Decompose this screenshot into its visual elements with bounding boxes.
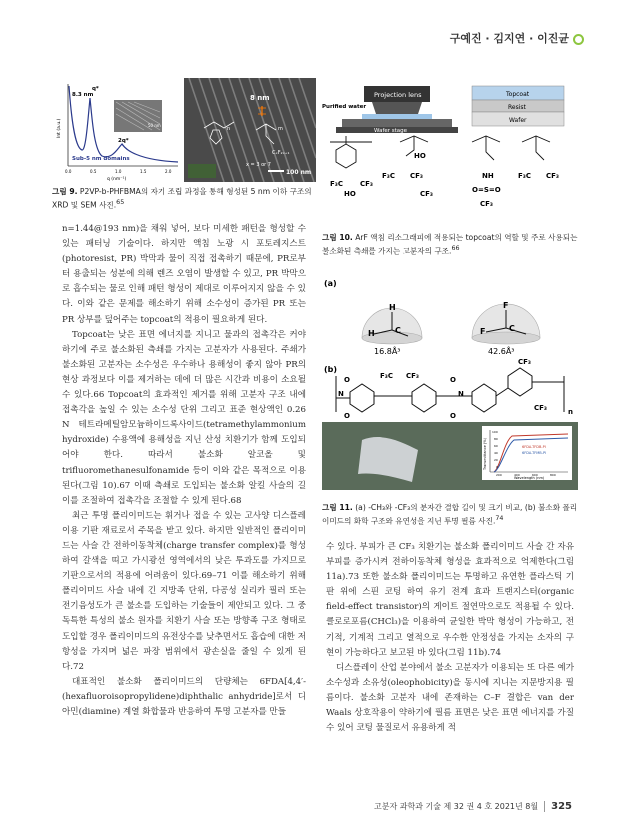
trans-xtick-2: 600 [532,473,538,477]
chem-label-7: F₃C [518,172,531,180]
chem-label-0: F₃C [330,180,343,188]
trans-xtick-0: 200 [496,473,502,477]
left-paragraph-1: n=1.44@193 nm)을 채워 넣어, 보다 미세한 패턴을 형성할 수 있는 패터닝 기술이다. 하지만 액침 노광 시 포토레지스트(photoresist, PR) 박막과 물이 직접 접촉하기 때문에, PR로부터 용출되는 성분에 의해 렌즈 오염이 발생할 수 있고, PR 박막으로 흡수되는 물로 인해 패턴 형성이 제대로 이루어지지 않을 수 있다. 이와 같은 문제를 해소하기 위해 소수성이 증가된 PR 또는 PR 상부를 덮어주는 topcoat의 적용이 필요하게 된다. [62,224,306,325]
fig11-label-b: (b) [324,365,338,374]
inset-scale-label: 50 nm [148,123,161,128]
trans-legend-0: 6FDA-TFDB-PI [522,445,546,449]
poly-label-cf3-3: CF₃ [534,404,547,412]
label-m: m [278,126,283,132]
yaxis-label: Int (a.u.) [57,118,62,138]
label-83nm: 8.3 nm [72,92,94,98]
atom-f-1: F [503,301,509,310]
trans-ytick-5: 0 [496,465,498,469]
layer-wafer: Wafer [509,117,527,124]
fig9-caption [52,186,318,211]
authors-text: 구예진 · 김지연 · 이진균 [449,32,569,45]
wafer-stage-label: Wafer stage [374,128,408,134]
fig11-diagram [322,272,578,490]
label-8nm: 8 nm [250,94,270,102]
poly-label-n1: N [338,390,344,398]
fig9-ref: 65 [116,199,125,206]
chem-label-1: CF₃ [360,180,373,188]
chem-label-2: HO [344,190,356,198]
left-paragraph-2: Topcoat는 낮은 표면 에너지를 지니고 물과의 접촉각은 커야 하기에 주로 불소화된 측쇄를 가지는 고분자가 사용된다. 주쇄가 불소화된 고분자는 소수성은 우수하나 용해성이 좋지 않아 PR의 현상 과정보다 이를 제거하는 데에 더 많은 시간과 비용이 소요될 수 있다.66 Topcoat의 효과적인 제거를 위해 고분자 구조 내에 접촉각을 높일 수 있는 소수성 단위 그리고 표준 현상액인 0.26 N 테트라메틸암모늄하이드록사이드(tetramethylammonium hydroxide) 수용액에 용해성을 지닌 산성 치환기가 함께 도입되어야 한다. 따라서 불소화 알코올 및 trifluoromethanesulfonamide 등이 이와 같은 목적으로 이용된다(그림 10).67 이때 측쇄로 도입되는 불소화 알킬 사슬의 길이를 조절하여 접촉각을 조절할 수 있게 된다.68 [62,329,306,506]
page-authors [450,30,584,46]
chem-label-10: O=S=O [472,186,501,194]
right-paragraph-1: 수 있다. 부피가 큰 CF₃ 치환기는 불소화 폴리이미드 사슬 간 자유 부피를 증가시켜 전하이동착체 형성을 효과적으로 억제한다(그림 11a).73 또한 불소화 폴리이미드는 투명하고 유연한 플라스틱 기판 위에 스핀 코팅 하여 유기 전계 효과 트랜지스터(organic field-effect transistor)의 게이트 절연막으로도 적용될 수 있다. 클로로포름(CHCl₃)을 이용하여 균일한 박막 형성이 가능하고, 전기적, 기계적 그리고 열적으로 우수한 안정성을 가지는 소자의 구현이 가능하다고 보고된 바 있다(그림 11b).74 [326,542,574,658]
atom-c-1: C [395,326,401,335]
fig11-caption-label: 그림 11. [322,503,353,512]
chem-label-5: HO [414,152,426,160]
page-footer [374,801,572,812]
poly-label-n: n [568,408,573,416]
label-100nm: 100 nm [286,169,312,176]
left-column-text [62,222,306,720]
fig9-caption-label: 그림 9. [52,187,78,196]
poly-label-o1: O [344,376,350,384]
figure-11 [322,272,578,490]
chem-label-3: F₃C [382,172,395,180]
fig11-caption-text: (a) -CH₃와 -CF₃의 분자간 결합 길이 및 크기 비교, (b) 불소화 폴리이미드의 화학 구조와 유연성을 지닌 투명 필름 사진. [322,503,578,526]
trans-xtick-3: 800 [550,473,556,477]
chem-label-4: CF₃ [410,172,423,180]
trans-ytick-0: 100 [492,430,498,434]
projection-lens-label: Projection lens [374,91,422,99]
vol-cf3: 42.6Å³ [488,347,515,356]
label-n: n [227,126,231,132]
poly-label-cf3-2: CF₃ [518,358,531,366]
fig11-label-a: (a) [324,279,337,288]
trans-xlabel: Wavelength (nm) [514,476,545,480]
trans-ytick-4: 20 [494,458,498,462]
xtick-2: 1.0 [115,169,122,174]
fig10-ref: 66 [451,245,460,252]
right-paragraph-2: 디스플레이 산업 분야에서 불소 고분자가 이용되는 또 다른 예가 소수성과 소유성(oleophobicity)을 동시에 지니는 지문방지용 필름이다. 불소화 고분자 내에 존재하는 C–F 결합은 van der Waals 상호작용이 약하기에 필름 표면은 낮은 표면 에너지를 가질 수 있어 코팅 물질로서 유용하게 적 [326,662,574,734]
right-column-text [326,540,574,736]
trans-ytick-2: 60 [494,444,498,448]
poly-label-n2: N [458,390,464,398]
label-x: x = 3 or 7 [246,162,271,168]
chem-label-6: CF₃ [420,190,433,198]
figure-9 [52,78,316,182]
fig9-sem-image [184,78,316,182]
atom-h-1: H [389,303,396,312]
chem-label-9: NH [482,172,494,180]
left-paragraph-4: 대표적인 불소화 폴리이미드의 단량체는 6FDA[4,4′-(hexafluoroisopropylidene)diphthalic anhydride]로서 디아민(diamine) 계열 화합물과 반응하여 투명 고분자를 만들 [62,676,306,717]
atom-c-2: C [509,324,515,333]
layer-topcoat: Topcoat [506,91,530,98]
circle-icon [573,34,584,45]
xaxis-label: q (nm⁻¹) [107,177,127,182]
xtick-0: 0.0 [65,169,72,174]
fig10-caption [322,232,578,257]
trans-ytick-1: 80 [494,437,498,441]
fig10-caption-text: ArF 액침 리소그래피에 적용되는 topcoat의 역할 및 주로 사용되는 불소화된 측쇄를 가지는 고분자의 구조. [322,233,578,256]
journal-info: 고분자 과학과 기술 제 32 권 4 호 2021년 8월 [374,802,539,811]
left-paragraph-3: 최근 투명 폴리이미드는 휘거나 접을 수 있는 고사양 디스플레이용 기판 재료로서 주목을 받고 있다. 하지만 일반적인 폴리이미드는 사슬 간 전하이동착체(charge transfer complex)를 형성하여 갈색을 띠고 가시광선 영역에서의 낮은 투과도를 가지므로 기판으로서의 적용에 어려움이 있다.69–71 이를 해소하기 위해 폴리이미드 사슬 내에 긴 지방족 단위, 다공성 실리카 필러 또는 전기음성도가 큰 불소를 도입하는 기술들이 제안되고 있다. 그 중 독특한 특성의 불소 원자를 치환기 사슬 또는 방향족 구조 형태로 도입할 경우 폴리이미드의 유전상수를 낮추면서도 흡습에 대한 저항성을 가지며 넓은 파장 범위에서 광손실을 줄일 수 있게 된다.72 [62,510,306,672]
page-number: 325 [544,801,572,812]
xtick-4: 2.0 [165,169,172,174]
xtick-1: 0.5 [90,169,97,174]
label-q: q* [92,86,99,92]
poly-label-o4: O [450,412,456,420]
chem-label-8: CF₃ [546,172,559,180]
fig10-immersion-diagram [322,78,578,224]
chem-label-11: CF₃ [480,200,493,208]
poly-label-o3: O [450,376,456,384]
fig11-caption [322,502,578,527]
trans-ylabel: Transmittance (%) [483,438,487,470]
atom-f-2: F [480,327,486,336]
trans-legend-1: 6FDA-TFMB-PI [522,451,547,455]
poly-label-cf3-1: CF₃ [406,372,419,380]
label-cf: CₓF₂ₓ₊₁ [272,150,290,156]
fig10-caption-label: 그림 10. [322,233,353,242]
poly-label-o2: O [344,412,350,420]
figure-10 [322,78,578,224]
fig11-ref: 74 [495,515,504,522]
label-domains: Sub-5 nm domains [72,156,130,162]
trans-ytick-3: 40 [494,451,498,455]
atom-h-2: H [368,329,375,338]
fig9-xrd-plot [52,78,182,182]
label-2q: 2q* [118,138,129,144]
purified-water-label: Purified water [322,104,367,110]
trans-xtick-1: 400 [514,473,520,477]
fig9-caption-text: P2VP-b-PHFBMA의 자기 조립 과정을 통해 형성된 5 nm 이하 구조의 XRD 및 SEM 사진. [52,187,312,210]
xtick-3: 1.5 [140,169,147,174]
poly-label-f3c-1: F₃C [380,372,393,380]
vol-ch3: 16.8Å³ [374,347,401,356]
layer-resist: Resist [508,104,526,111]
